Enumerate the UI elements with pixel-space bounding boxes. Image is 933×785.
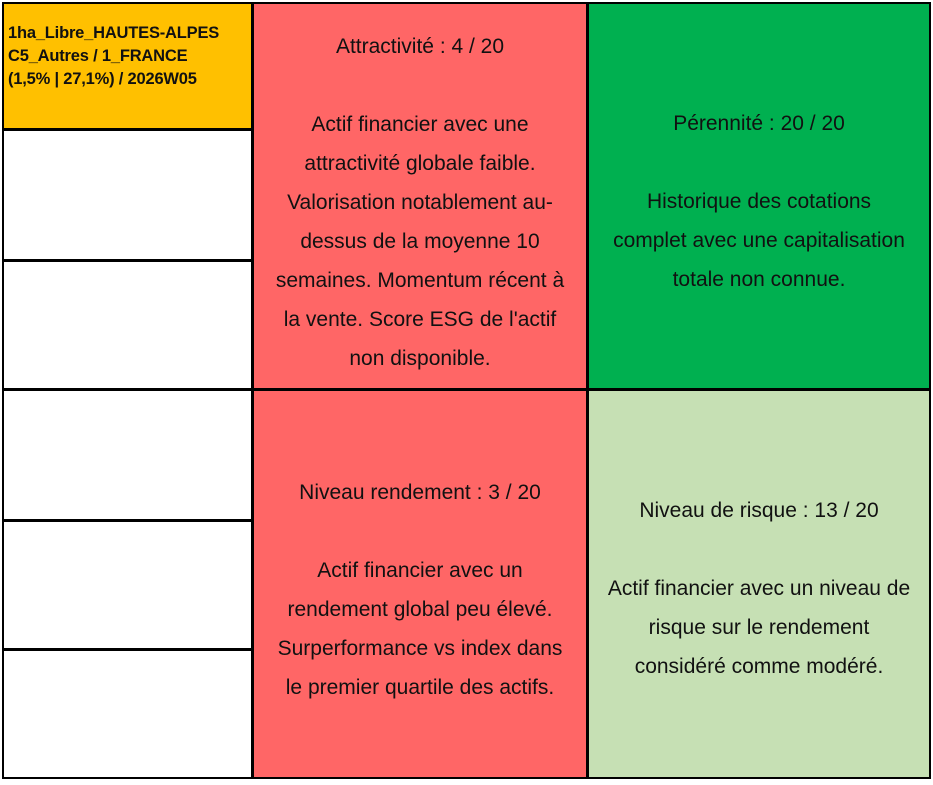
empty-cell-3: [2, 389, 253, 521]
asset-category: C5_Autres / 1_FRANCE: [8, 47, 188, 65]
perennite-description: Historique des cotations complet avec une capitalisation totale non connue.: [613, 190, 905, 291]
rendement-title: Niveau rendement : 3 / 20: [299, 481, 541, 504]
asset-header-cell: [2, 2, 253, 130]
asset-period: (1,5% | 27,1%) / 2026W05: [8, 70, 197, 88]
attractivite-title: Attractivité : 4 / 20: [335, 35, 505, 58]
attractivite-panel: [252, 2, 588, 390]
empty-cell-5: [2, 649, 253, 779]
perennite-panel: [587, 2, 931, 390]
attractivite-description: Actif financier avec une attractivité globale faible. Valorisation notablement au- dessus de la moyenne 10 semaines. Momentum récent à la vente. Score ESG de l'actif non disponible.: [275, 113, 565, 370]
empty-cell-4: [2, 520, 253, 650]
risque-panel: [587, 389, 931, 779]
empty-cell-2: [2, 260, 253, 390]
rendement-panel: [252, 389, 588, 779]
rendement-description: Actif financier avec un rendement global peu élevé. Surperformance vs index dans le premier quartile des actifs.: [277, 559, 563, 699]
risque-description: Actif financier avec un niveau de risque sur le rendement considéré comme modéré.: [607, 577, 911, 678]
perennite-title: Pérennité : 20 / 20: [673, 112, 845, 135]
asset-name: 1ha_Libre_HAUTES-ALPES: [8, 24, 220, 42]
empty-cell-1: [2, 129, 253, 261]
risque-title: Niveau de risque : 13 / 20: [639, 499, 879, 522]
